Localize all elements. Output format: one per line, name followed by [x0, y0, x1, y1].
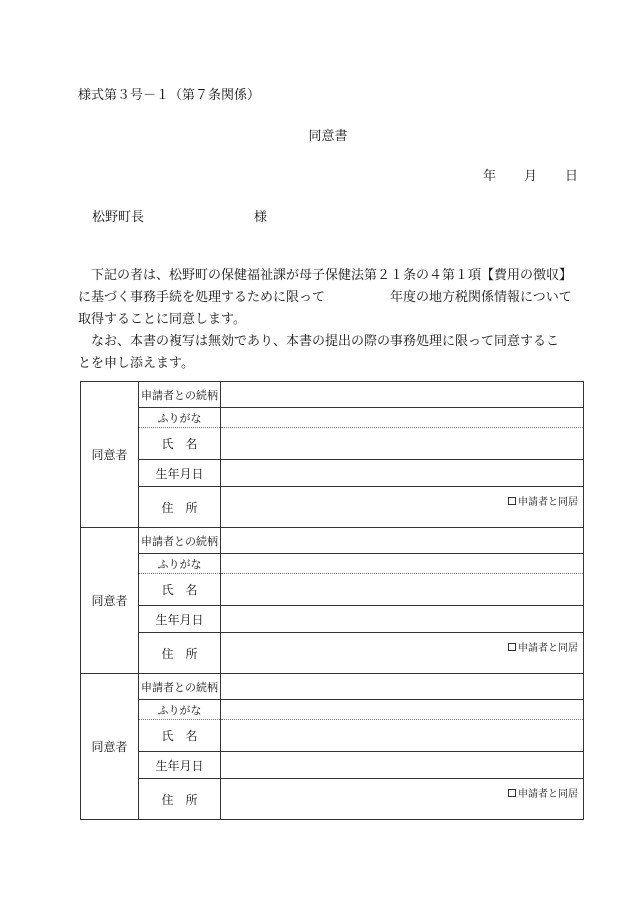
relationship-row [81, 674, 584, 700]
furigana-row [81, 408, 584, 428]
relationship-label: 申請者との続柄 [139, 528, 221, 554]
birthdate-field[interactable] [221, 606, 584, 633]
address-row [81, 779, 584, 820]
furigana-label: ふりがな [139, 408, 221, 428]
consenter-label: 同意者 [81, 528, 139, 674]
furigana-field[interactable] [221, 408, 584, 428]
cohabitation-label: 申請者と同居 [518, 789, 578, 800]
relationship-label: 申請者との続柄 [139, 382, 221, 408]
birthdate-row [81, 606, 584, 633]
body-text-line: なお、本書の複写は無効であり、本書の提出の際の事務処理に限って同意するこ [78, 334, 560, 349]
consent-table [80, 381, 584, 820]
name-label: 氏 名 [139, 428, 221, 460]
furigana-field[interactable] [221, 700, 584, 720]
consenter-label: 同意者 [81, 674, 139, 820]
furigana-label: ふりがな [139, 554, 221, 574]
cohabitation-option[interactable] [508, 639, 578, 654]
checkbox-icon[interactable] [508, 789, 516, 797]
checkbox-icon[interactable] [508, 643, 516, 651]
relationship-row [81, 382, 584, 408]
body-text-line: 取得することに同意します。 [78, 312, 246, 327]
body-text-line: 下記の者は、松野町の保健福祉課が母子保健法第２１条の４第１項【費用の徴収】 [78, 268, 573, 283]
address-label: 住 所 [139, 779, 221, 820]
birthdate-field[interactable] [221, 460, 584, 487]
body-text-line: に基づく事務手続を処理するために限って 年度の地方税関係情報について [78, 290, 572, 305]
name-field[interactable] [221, 720, 584, 752]
relationship-field[interactable] [221, 528, 584, 554]
name-field[interactable] [221, 574, 584, 606]
relationship-field[interactable] [221, 674, 584, 700]
furigana-label: ふりがな [139, 700, 221, 720]
birthdate-label: 生年月日 [139, 606, 221, 633]
address-row [81, 487, 584, 528]
addressee-honorific: 様 [254, 210, 268, 225]
cohabitation-option[interactable] [508, 785, 578, 800]
form-number: 様式第３号－１（第７条関係） [78, 88, 261, 103]
addressee: 松野町長 [92, 210, 145, 225]
document-title: 同意書 [308, 129, 348, 144]
name-row [81, 574, 584, 606]
checkbox-icon[interactable] [508, 497, 516, 505]
relationship-field[interactable] [221, 382, 584, 408]
name-row [81, 428, 584, 460]
furigana-row [81, 700, 584, 720]
birthdate-label: 生年月日 [139, 460, 221, 487]
cohabitation-label: 申請者と同居 [518, 497, 578, 508]
date-year-label: 年 [483, 169, 497, 184]
date-month-label: 月 [524, 169, 538, 184]
furigana-field[interactable] [221, 554, 584, 574]
cohabitation-label: 申請者と同居 [518, 643, 578, 654]
address-row [81, 633, 584, 674]
date-day-label: 日 [565, 169, 579, 184]
cohabitation-option[interactable] [508, 493, 578, 508]
name-label: 氏 名 [139, 574, 221, 606]
body-text-line: とを申し添えます。 [78, 356, 194, 371]
birthdate-row [81, 752, 584, 779]
consenter-label: 同意者 [81, 382, 139, 528]
address-field[interactable] [221, 633, 584, 674]
relationship-row [81, 528, 584, 554]
address-field[interactable] [221, 487, 584, 528]
birthdate-label: 生年月日 [139, 752, 221, 779]
birthdate-field[interactable] [221, 752, 584, 779]
furigana-row [81, 554, 584, 574]
birthdate-row [81, 460, 584, 487]
name-row [81, 720, 584, 752]
name-label: 氏 名 [139, 720, 221, 752]
relationship-label: 申請者との続柄 [139, 674, 221, 700]
address-field[interactable] [221, 779, 584, 820]
address-label: 住 所 [139, 487, 221, 528]
address-label: 住 所 [139, 633, 221, 674]
name-field[interactable] [221, 428, 584, 460]
